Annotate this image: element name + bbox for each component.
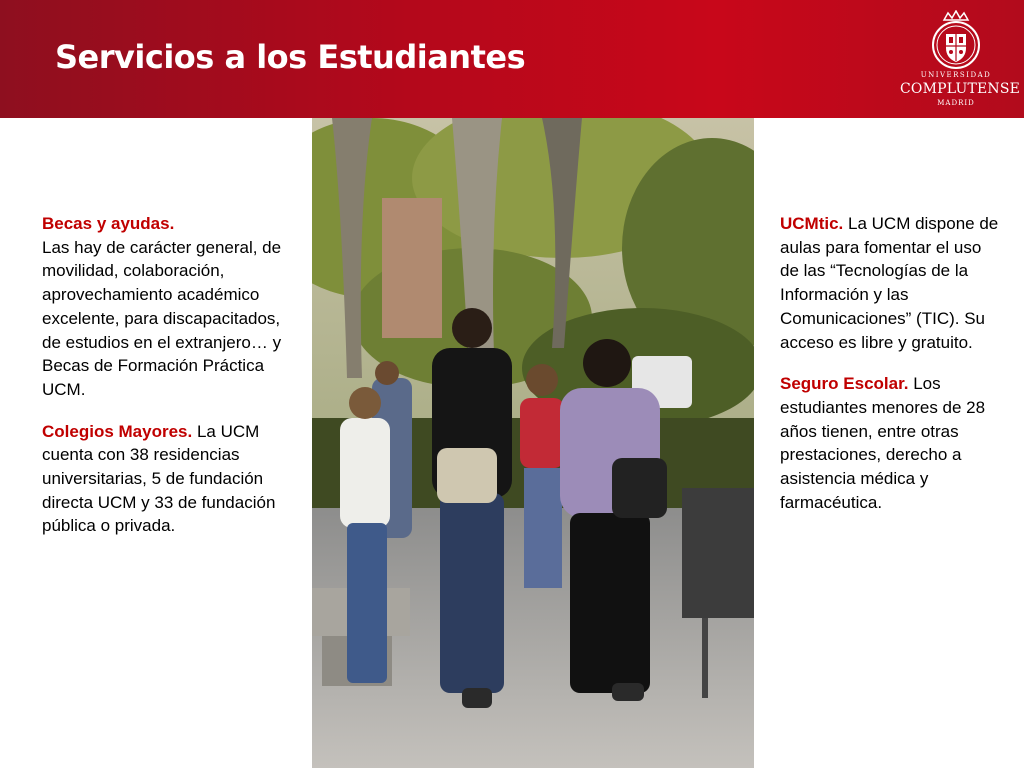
page-title: Servicios a los Estudiantes: [55, 38, 526, 76]
logo-text-universidad: UNIVERSIDAD: [920, 71, 992, 79]
colegios-body: La UCM cuenta con 38 residencias universitarias, 5 de fundación directa UCM y 33 de fundación pública o privada.: [42, 421, 276, 536]
university-logo: [900, 10, 1021, 110]
becas-body: Las hay de carácter general, de movilidad, colaboración, aprovechamiento académico excelente, para discapacitados, de estudios en el extranjero… y Becas de Formación Práctica UCM.: [42, 237, 282, 399]
seguro-paragraph: [780, 372, 1002, 514]
left-text-column: [42, 212, 292, 556]
becas-heading: Becas y ayudas.: [42, 214, 175, 233]
right-text-column: [780, 212, 1002, 532]
title-bar: [0, 0, 1024, 118]
colegios-heading: Colegios Mayores.: [42, 421, 193, 441]
crest-icon: [930, 10, 982, 72]
becas-paragraph: [42, 212, 292, 402]
seguro-heading: Seguro Escolar.: [780, 374, 909, 394]
students-photo-illustration: [312, 118, 754, 768]
seguro-body: Los estudiantes menores de 28 años tienen, entre otras prestaciones, derecho a asistencia médica y farmacéutica.: [780, 374, 986, 512]
ucmtic-paragraph: [780, 212, 1002, 354]
logo-text-madrid: MADRID: [937, 99, 975, 107]
ucmtic-body: La UCM dispone de aulas para fomentar el uso de las “Tecnologías de la Información y las Comunicaciones” (TIC). Su acceso es libre y gratuito.: [780, 214, 999, 352]
ucmtic-heading: UCMtic.: [780, 214, 844, 233]
students-walking-photo: [312, 118, 754, 768]
logo-text-complutense: COMPLUTENSE: [900, 81, 1021, 97]
colegios-paragraph: [42, 420, 292, 539]
